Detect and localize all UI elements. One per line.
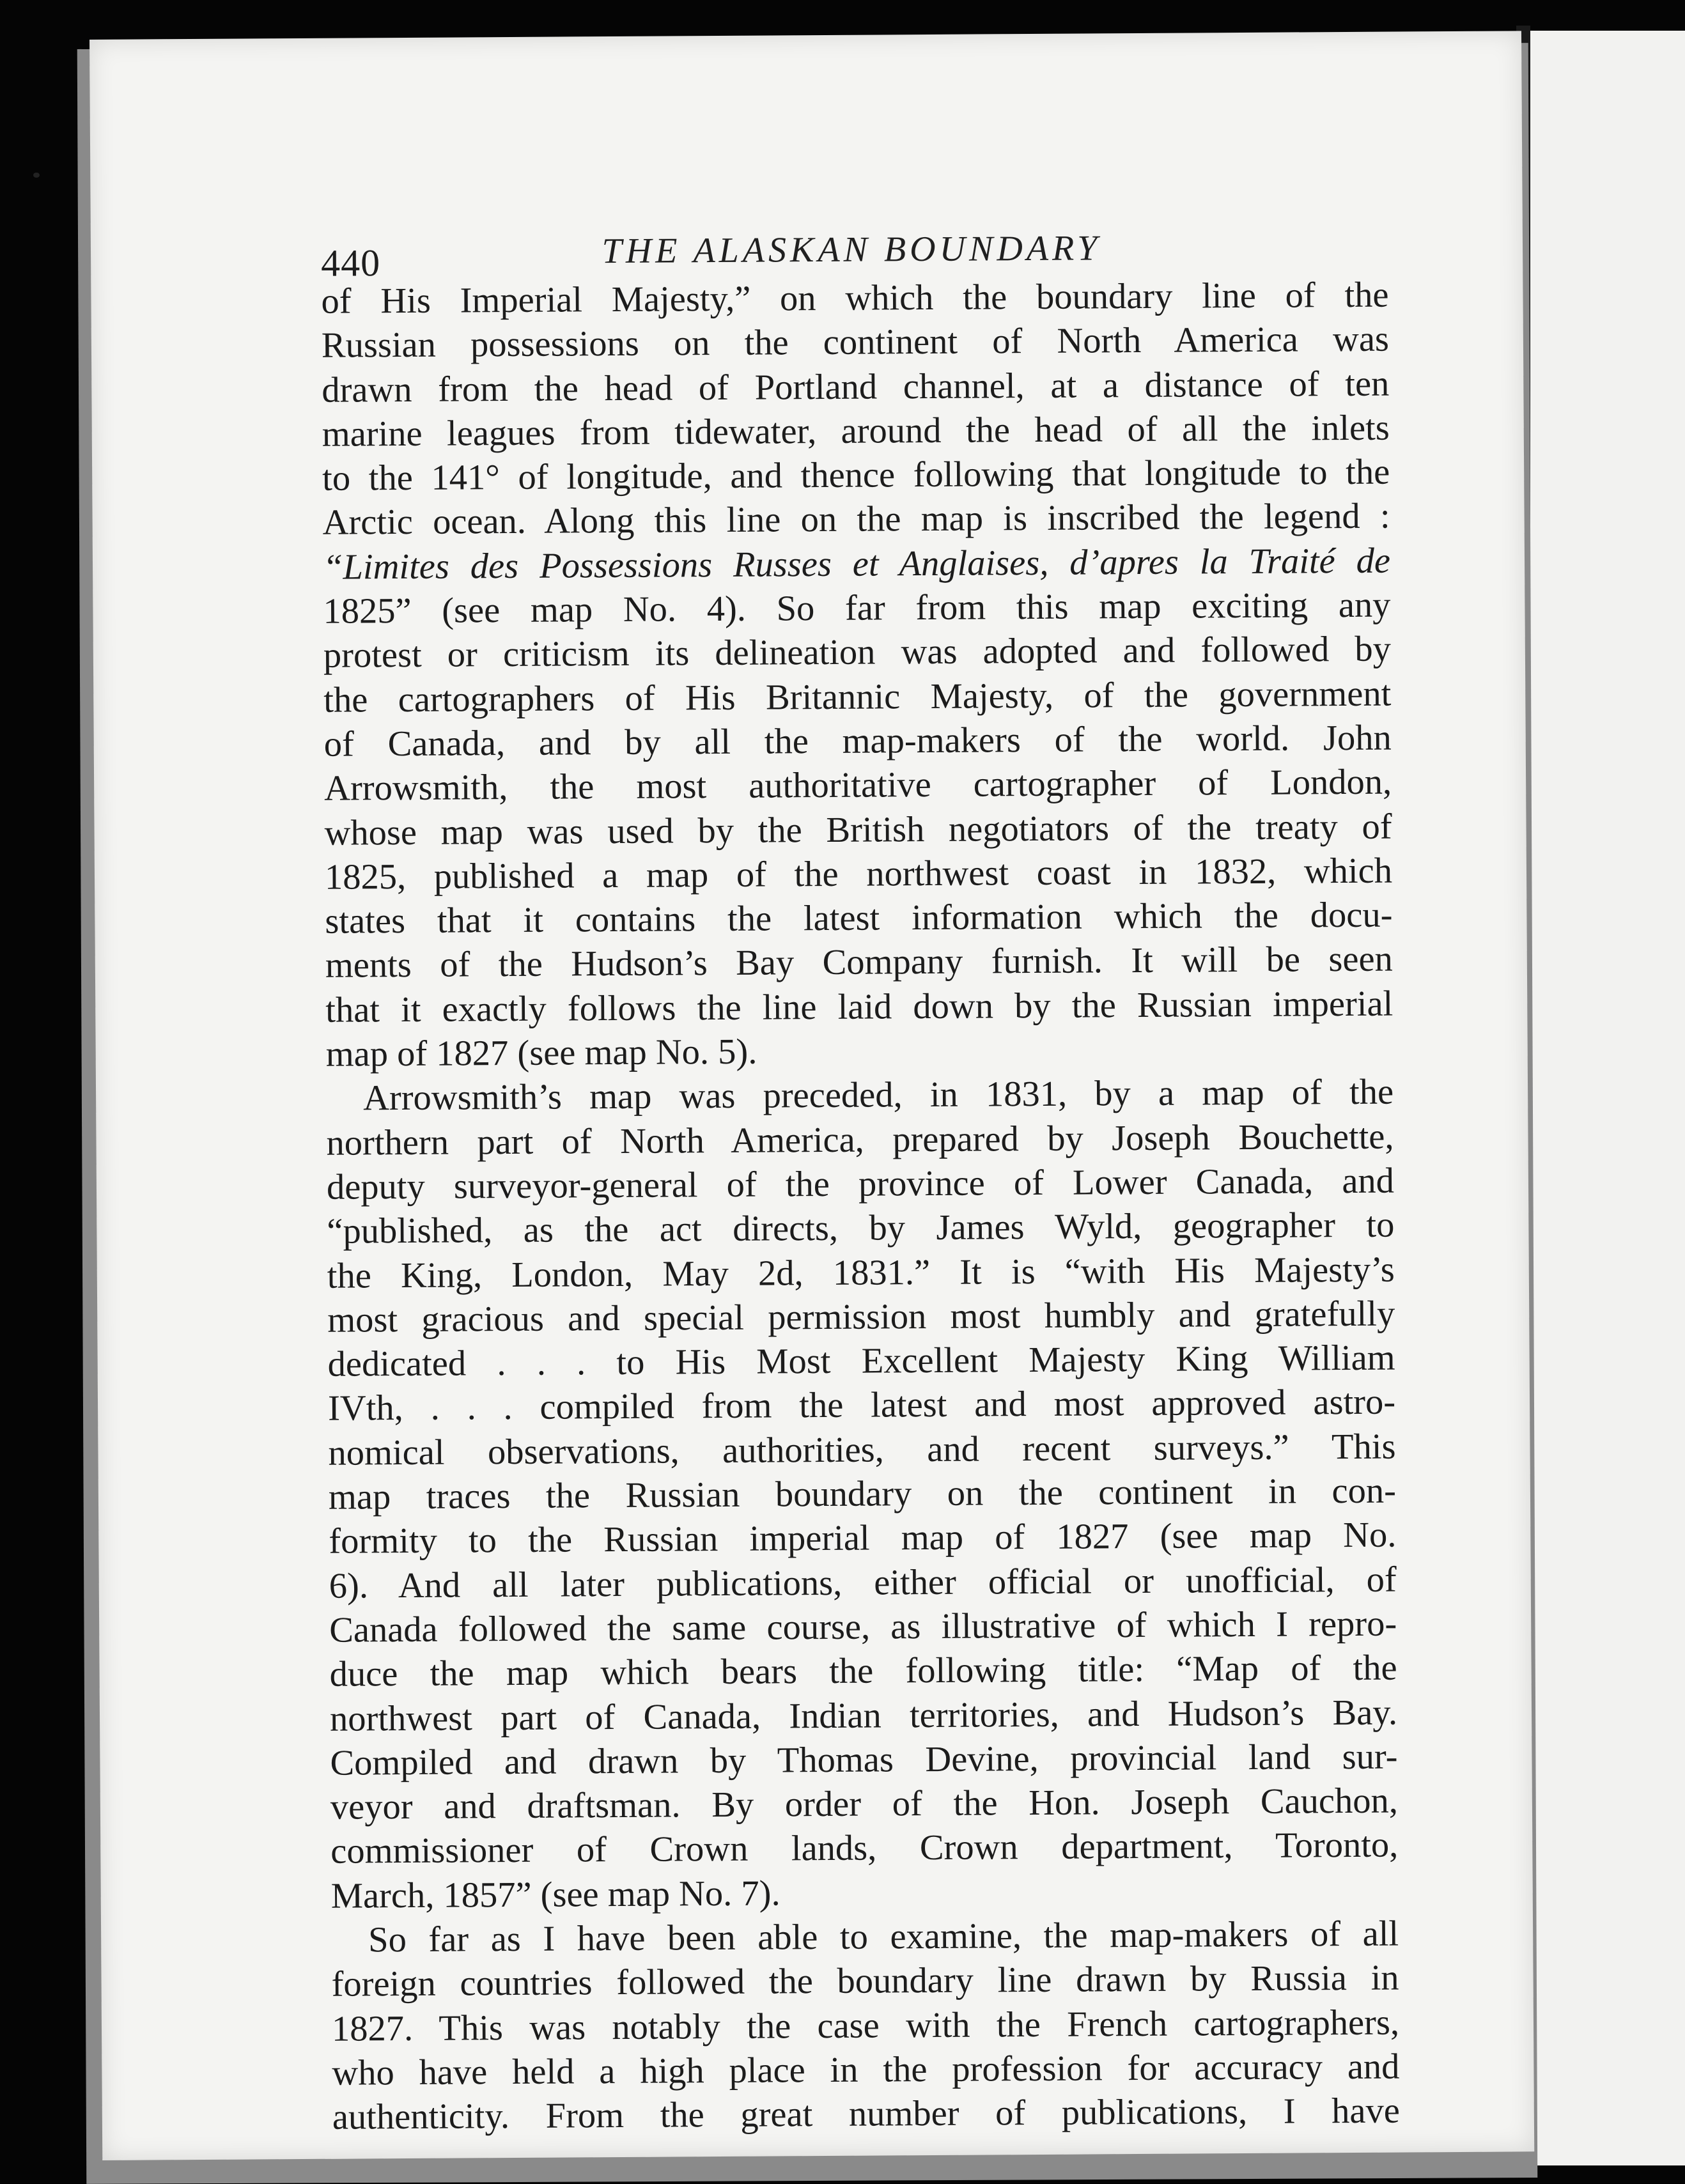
scan-speck: [33, 173, 40, 178]
text-line: who have held a high place in the profession for accuracy and: [332, 2047, 1400, 2093]
text-line: whose map was used by the British negotiators of the treaty of: [324, 807, 1392, 853]
text-line: 1825, published a map of the northwest coast in 1832, which: [324, 851, 1393, 897]
text-line: March, 1857” (see map No. 7).: [330, 1873, 780, 1916]
text-line: protest or criticism its delineation was adopted and followed by: [323, 629, 1392, 676]
book-page: [89, 31, 1534, 2160]
text-line: Arrowsmith, the most authoritative cartographer of London,: [323, 762, 1392, 809]
text-line: 1825” (see map No. 4). So far from this map exciting any: [323, 585, 1391, 631]
text-line: Arctic ocean. Along this line on the map is inscribed the legend :: [322, 497, 1390, 543]
text-line: 6). And all later publications, either official or unofficial, of: [329, 1560, 1397, 1606]
text-line: So far as I have been able to examine, the map-makers of all: [368, 1914, 1399, 1960]
text-line: Russian possessions on the continent of North America was: [321, 319, 1390, 366]
text-line: dedicated . . . to His Most Excellent Majesty King William: [327, 1338, 1395, 1384]
text-line: “Limites des Possessions Russes et Anglaises, d’apres la Traité de: [322, 541, 1391, 587]
text-line: Canada followed the same course, as illustrative of which I repro-: [329, 1604, 1397, 1650]
text-line: most gracious and special permission most humbly and gratefully: [327, 1294, 1395, 1340]
text-line: commissioner of Crown lands, Crown department, Toronto,: [330, 1825, 1399, 1872]
text-line: of His Imperial Majesty,” on which the boundary line of the: [321, 275, 1389, 321]
text-line: deputy surveyor-general of the province of Lower Canada, and: [326, 1161, 1395, 1207]
text-line: veyor and draftsman. By order of the Hon. Joseph Cauchon,: [330, 1781, 1399, 1827]
text-line: of Canada, and by all the map-makers of the world. John: [323, 718, 1392, 764]
text-line: nomical observations, authorities, and recent surveys.” This: [328, 1427, 1396, 1473]
text-line: the cartographers of His Britannic Majesty, of the government: [323, 674, 1392, 720]
text-line: duce the map which bears the following title: “Map of the: [329, 1648, 1397, 1694]
facing-page-edge: [1530, 31, 1685, 2165]
text-line: drawn from the head of Portland channel, at a distance of ten: [322, 364, 1390, 410]
text-line: formity to the Russian imperial map of 1827 (see map No.: [329, 1515, 1397, 1562]
text-line: map of 1827 (see map No. 5).: [325, 1032, 757, 1074]
text-line: map traces the Russian boundary on the continent in con-: [328, 1471, 1397, 1517]
body-text: [321, 274, 1400, 2141]
text-line: that it exactly follows the line laid down by the Russian imperial: [325, 984, 1394, 1030]
text-line: Arrowsmith’s map was preceded, in 1831, by a map of the: [362, 1072, 1394, 1119]
text-line: IVth, . . . compiled from the latest and most approved astro-: [327, 1382, 1396, 1429]
text-line: the King, London, May 2d, 1831.” It is “with His Majesty’s: [327, 1250, 1395, 1296]
text-line: states that it contains the latest information which the docu-: [325, 895, 1393, 941]
text-line: authenticity. From the great number of publications, I have: [332, 2091, 1401, 2137]
text-line: ments of the Hudson’s Bay Company furnish. It will be seen: [325, 940, 1394, 986]
page-header: [91, 189, 1523, 284]
running-head: THE ALASKAN BOUNDARY: [602, 228, 1101, 272]
text-line: northern part of North America, prepared by Joseph Bouchette,: [326, 1117, 1394, 1163]
page-number: 440: [320, 242, 381, 284]
text-line: foreign countries followed the boundary line drawn by Russia in: [331, 1958, 1399, 2005]
text-line: marine leagues from tidewater, around the head of all the inlets: [322, 408, 1390, 454]
text-line: 1827. This was notably the case with the French cartographers,: [331, 2002, 1400, 2049]
text-line: northwest part of Canada, Indian territories, and Hudson’s Bay.: [329, 1692, 1398, 1739]
text-line: to the 141° of longitude, and thence following that longitude to the: [322, 452, 1390, 499]
text-line: Compiled and drawn by Thomas Devine, provincial land sur-: [330, 1737, 1398, 1783]
text-line: “published, as the act directs, by James Wyld, geographer to: [327, 1205, 1395, 1251]
